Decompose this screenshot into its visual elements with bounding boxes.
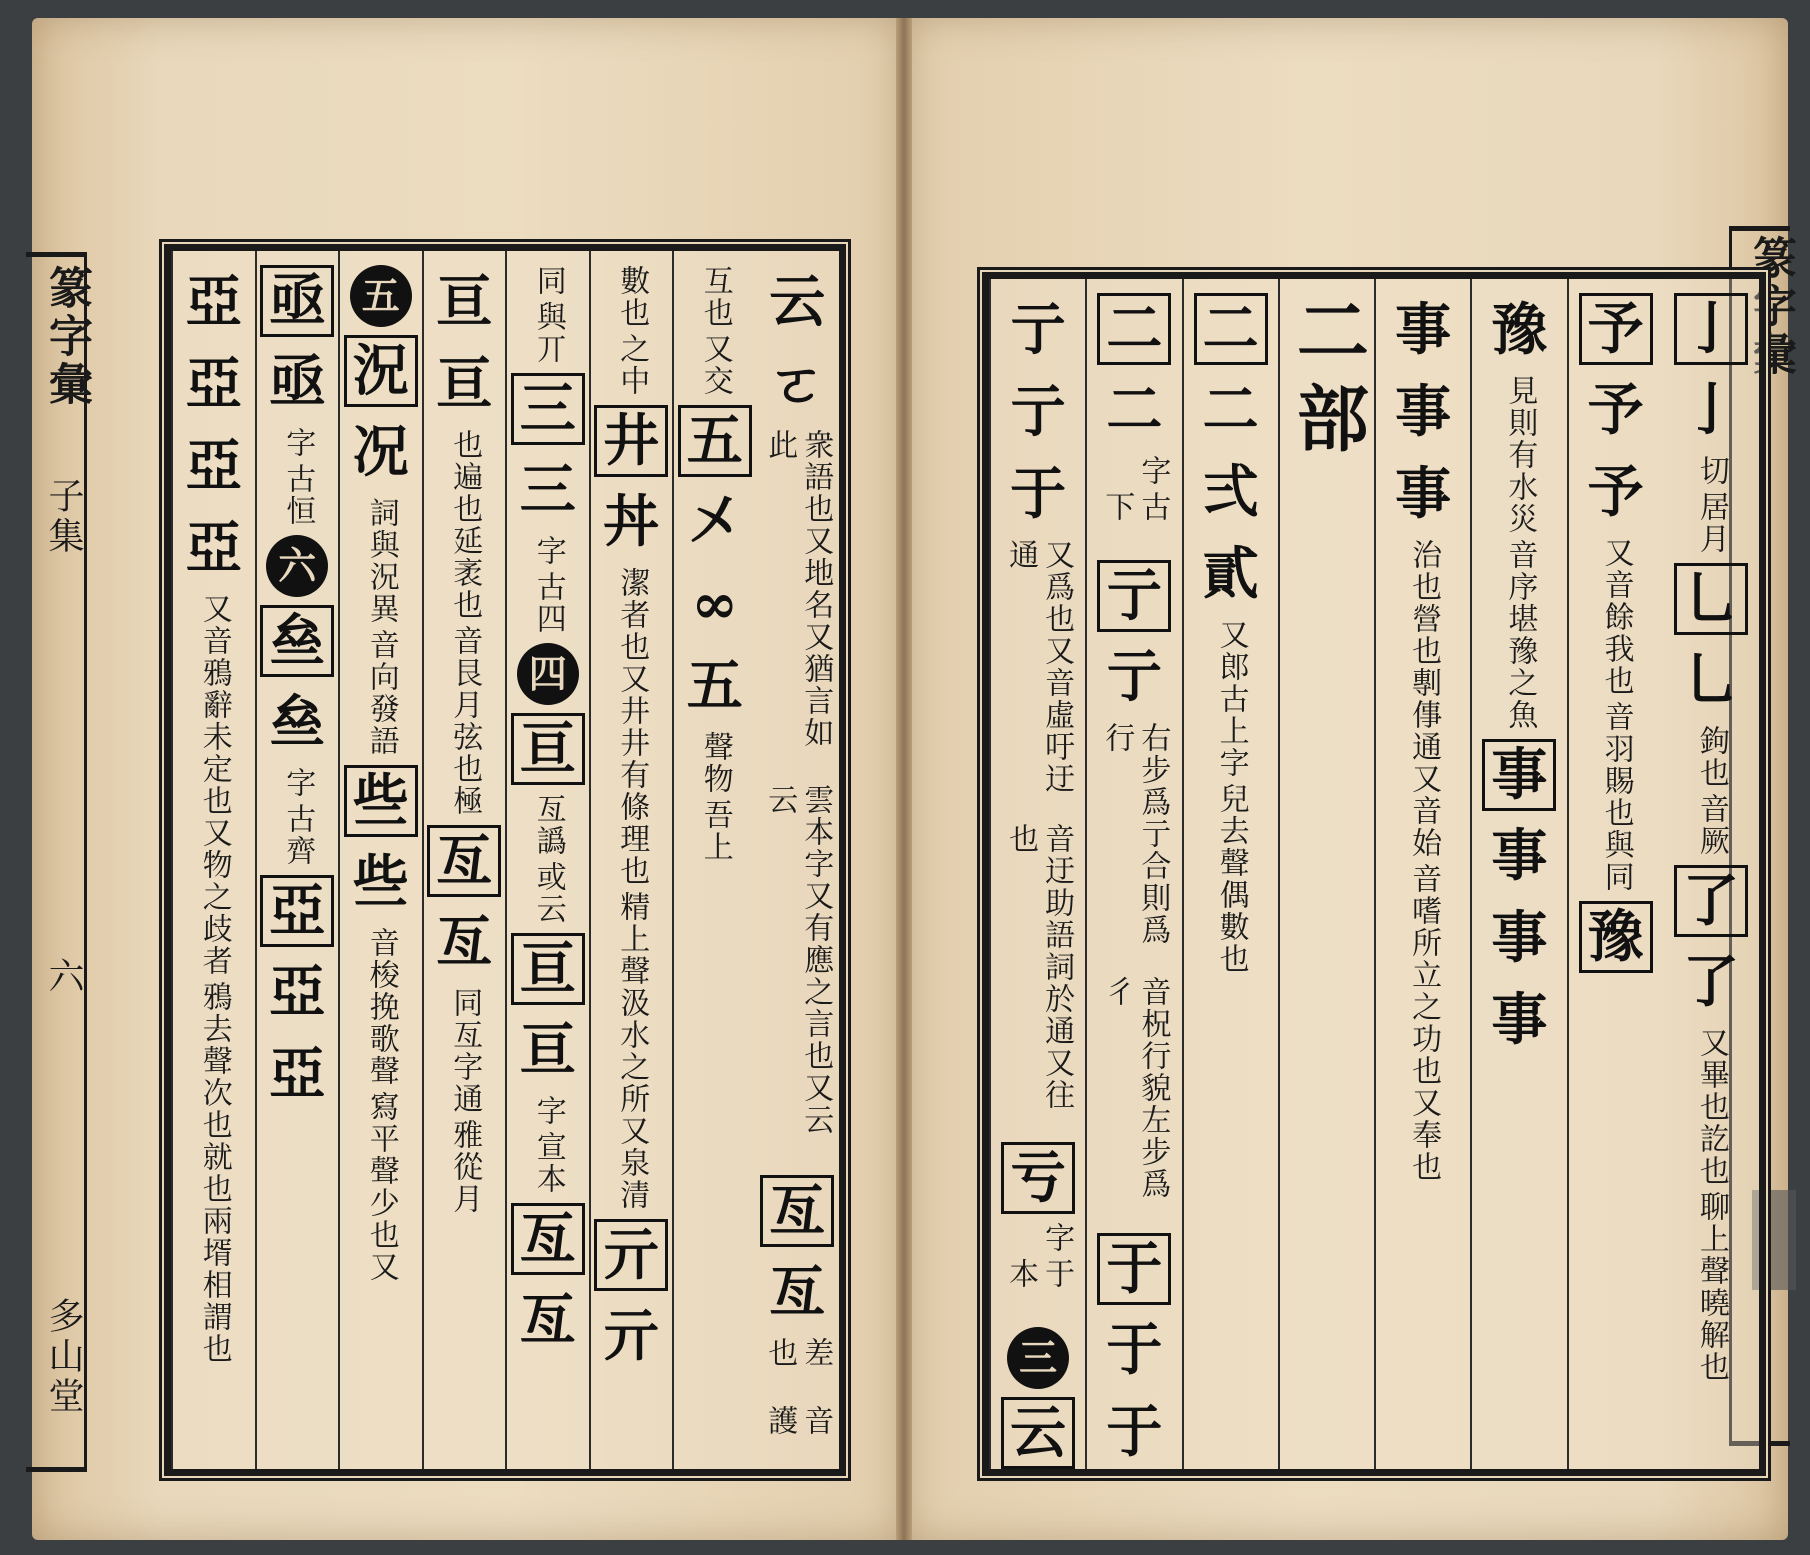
annotation: [363, 497, 399, 757]
seal-glyph: 乚: [1682, 647, 1739, 713]
annotation-line: 雲本字又有應之言也又云云: [762, 784, 834, 1137]
headword-glyph: 亘: [511, 933, 585, 1005]
annotation-line: 字: [1039, 1221, 1075, 1254]
headword-glyph: 豫: [1579, 901, 1653, 973]
section-heading: 二部: [1284, 293, 1370, 469]
annotation-line: 古四: [530, 571, 566, 635]
annotation-line: 精上聲汲水之所又泉清: [614, 891, 650, 1211]
annotation-line: 又音餘我也: [1598, 537, 1634, 697]
annotation-line: 雅從月: [447, 1119, 483, 1215]
seal-glyph: 亘: [519, 1017, 576, 1083]
seal-glyph: 于: [1010, 461, 1067, 527]
text-column: [1567, 279, 1663, 1469]
annotation-line: 字: [280, 427, 316, 459]
publisher-name: 多山堂: [43, 1297, 84, 1417]
text-column: [989, 279, 1085, 1469]
annotation-line: 又爲也又音虛吁迂通: [1003, 539, 1075, 795]
annotation: [1002, 1222, 1074, 1319]
annotation-line: 鴉去聲次也就也兩壻相謂也: [196, 981, 232, 1365]
text-column: [1085, 279, 1181, 1469]
seal-glyph: 豫: [1491, 297, 1548, 363]
annotation: [446, 987, 482, 1215]
seal-glyph: 亍: [1010, 379, 1067, 445]
headword-glyph: 井: [594, 405, 668, 477]
annotation-line: 切: [1693, 455, 1729, 487]
headword-glyph: 云: [1001, 1397, 1075, 1469]
annotation-line: 音艮月弦也極: [447, 625, 483, 817]
seal-glyph: 弍: [1202, 459, 1259, 525]
book-gutter: [896, 18, 912, 1540]
annotation-line: 同亙字通: [447, 987, 483, 1115]
annotation: [1098, 455, 1170, 552]
annotation: [530, 535, 566, 635]
headword-glyph: 于: [1097, 1233, 1171, 1305]
annotation: [530, 793, 566, 925]
annotation-line: 亙譌: [530, 793, 566, 857]
headword-glyph: 亞: [260, 875, 334, 947]
seal-glyph: 亘: [436, 269, 493, 335]
annotation-line: 音嗜所立之功也又奉也: [1406, 863, 1442, 1183]
annotation-line: 字: [530, 1095, 566, 1127]
annotation: [196, 593, 232, 1365]
seal-glyph: 三: [519, 457, 576, 523]
folio-number: 六: [43, 957, 84, 997]
annotation-line: 音柷行貌左步爲彳: [1099, 975, 1171, 1200]
headword-glyph: 三: [511, 373, 585, 445]
annotation-line: 又音鴉辭未定也又物之歧者: [196, 593, 232, 977]
seal-glyph: 㐅: [686, 489, 743, 555]
annotation: [613, 567, 649, 1211]
annotation-line: 右步爲亍合則爲行: [1099, 722, 1171, 947]
annotation-line: 音序堪豫之魚: [1502, 539, 1538, 731]
annotation-line: 鉤也: [1693, 725, 1729, 789]
seal-glyph: 云: [769, 269, 826, 335]
annotation-line: 互也: [697, 265, 733, 329]
left-text-frame: [164, 244, 846, 1476]
annotation-line: 又畢也訖也: [1693, 1027, 1729, 1187]
seal-glyph: 亙: [519, 1287, 576, 1353]
stroke-count-marker: 四: [517, 643, 579, 705]
seal-glyph: ㄛ: [769, 351, 826, 417]
seal-glyph: 亅: [1682, 377, 1739, 443]
headword-glyph: 二: [1194, 293, 1268, 365]
annotation-line: 音羽賜也與同: [1598, 701, 1634, 893]
annotation-line: 音梭挽歌聲: [363, 927, 399, 1087]
annotation-line: 古恒: [280, 463, 316, 527]
headword-glyph: 亙: [760, 1175, 834, 1247]
headword-glyph: 五: [678, 405, 752, 477]
seal-glyph: ∞: [691, 571, 739, 637]
annotation-line: 音厥: [1693, 793, 1729, 857]
annotation-line: 聊上聲曉解也: [1693, 1191, 1729, 1383]
seal-glyph: 事: [1395, 461, 1452, 527]
headword-glyph: 亟: [260, 265, 334, 337]
text-column: [338, 251, 422, 1469]
right-book-title: 篆字彙: [1745, 235, 1796, 379]
headword-glyph: 亙: [511, 1203, 585, 1275]
seal-glyph: 亓: [603, 1303, 660, 1369]
seal-glyph: 五: [686, 653, 743, 719]
annotation-line: 數也: [614, 265, 650, 329]
annotation-line: 字: [280, 767, 316, 799]
seal-glyph: 二: [1106, 377, 1163, 443]
seal-glyph: 亝: [269, 689, 326, 755]
right-columns: [989, 279, 1759, 1469]
seal-glyph: 事: [1395, 379, 1452, 445]
annotation-line: 居月: [1693, 491, 1729, 555]
seal-glyph: 予: [1587, 377, 1644, 443]
text-column: [1278, 279, 1374, 1469]
text-column: [171, 251, 255, 1469]
annotation: [1693, 725, 1729, 857]
annotation-line: 見則有水災: [1502, 375, 1538, 535]
annotation-line: 衆語也又地名又猶言如此: [762, 429, 834, 749]
annotation: [1693, 1027, 1729, 1383]
seal-glyph: 况: [352, 419, 409, 485]
text-column: [422, 251, 506, 1469]
annotation: [761, 1337, 833, 1469]
annotation-line: 又郎古上字: [1213, 619, 1249, 779]
headword-glyph: 亅: [1674, 293, 1748, 365]
seal-glyph: 事: [1395, 297, 1452, 363]
seal-glyph: 亘: [436, 351, 493, 417]
annotation-line: 詞與況異: [363, 497, 399, 625]
seal-glyph: 事: [1491, 905, 1548, 971]
seal-glyph: 亙: [769, 1259, 826, 1326]
text-column: [1374, 279, 1470, 1469]
text-column: [1663, 279, 1759, 1469]
seal-glyph: 事: [1491, 987, 1548, 1053]
headword-glyph: 予: [1579, 293, 1653, 365]
annotation-line: 差也: [762, 1337, 834, 1370]
stroke-count-marker: 五: [350, 265, 412, 327]
annotation: [530, 1095, 566, 1195]
annotation-line: 同: [530, 265, 566, 297]
seal-glyph: 亞: [185, 515, 242, 581]
annotation: [1693, 455, 1729, 555]
annotation-line: 又交: [697, 333, 733, 397]
annotation-line: 古齊: [280, 803, 316, 867]
text-column: [1182, 279, 1278, 1469]
text-column: [756, 251, 840, 1469]
headword-glyph: 了: [1674, 865, 1748, 937]
text-column: [255, 251, 339, 1469]
seal-glyph: 些: [352, 849, 409, 915]
annotation: [761, 429, 833, 1167]
stroke-count-marker: 三: [1007, 1327, 1069, 1389]
seal-glyph: 貳: [1202, 541, 1259, 607]
seal-glyph: 亞: [269, 959, 326, 1025]
seal-glyph: 亍: [1010, 297, 1067, 363]
annotation-line: 與丌: [530, 301, 566, 365]
seal-glyph: 事: [1491, 823, 1548, 889]
annotation: [1213, 619, 1249, 975]
left-book-title: 篆字彙: [41, 265, 92, 409]
annotation-line: 潔者也又井井有條理也: [614, 567, 650, 887]
annotation-line: 音向發語: [363, 629, 399, 757]
annotation-line: 兒去聲偶數也: [1213, 783, 1249, 975]
annotation: [1598, 537, 1634, 893]
left-margin-column: [26, 252, 92, 1472]
annotation-line: 字: [1135, 455, 1171, 487]
seal-glyph: 于: [1106, 1317, 1163, 1383]
annotation: [446, 429, 482, 817]
seal-glyph: 亞: [269, 1041, 326, 1107]
headword-glyph: 乚: [1674, 563, 1748, 635]
annotation: [697, 265, 733, 397]
annotation-line: 聲物: [697, 731, 733, 795]
annotation: [613, 265, 649, 397]
text-column: [672, 251, 756, 1469]
headword-glyph: 亙: [427, 825, 501, 897]
annotation: [1405, 539, 1441, 1183]
annotation: [530, 265, 566, 365]
annotation-line: 字: [530, 535, 566, 567]
headword-glyph: 事: [1482, 739, 1556, 811]
headword-glyph: 況: [344, 335, 418, 407]
annotation-line: 之中: [614, 333, 650, 397]
seal-glyph: 予: [1587, 459, 1644, 525]
annotation-line: 音迂助語詞於通又往也: [1003, 822, 1075, 1111]
seal-glyph: 亞: [185, 433, 242, 499]
seal-glyph: 亙: [436, 909, 493, 975]
text-column: [1470, 279, 1566, 1469]
seal-glyph: 丼: [603, 489, 660, 555]
annotation-line: 或云: [530, 861, 566, 925]
headword-glyph: 二: [1097, 293, 1171, 365]
left-columns: [171, 251, 839, 1469]
seal-glyph: 于: [1106, 1399, 1163, 1465]
annotation-line: 也遍也延袤也: [447, 429, 483, 621]
annotation-line: 于本: [1003, 1257, 1075, 1290]
seal-glyph: 亞: [185, 269, 242, 335]
annotation: [279, 767, 315, 867]
annotation-line: 寫平聲少也又: [363, 1091, 399, 1283]
annotation: [697, 731, 733, 863]
headword-glyph: 亍: [1097, 560, 1171, 632]
seal-glyph: 了: [1682, 949, 1739, 1015]
headword-glyph: 亓: [594, 1219, 668, 1291]
annotation: [363, 927, 399, 1283]
annotation-line: 宣本: [530, 1131, 566, 1195]
text-column: [505, 251, 589, 1469]
annotation: [1098, 722, 1170, 1225]
text-column: [589, 251, 673, 1469]
seal-glyph: 亞: [185, 351, 242, 417]
annotation: [1002, 539, 1074, 1134]
volume-label: 子集: [43, 477, 84, 557]
annotation-line: 治也營也剸倳通又音始: [1406, 539, 1442, 859]
seal-glyph: 二: [1202, 377, 1259, 443]
annotation-line: 古下: [1099, 491, 1171, 523]
right-text-frame: [982, 272, 1766, 1476]
annotation-line: 音護: [762, 1405, 834, 1438]
annotation-line: 吾上: [697, 799, 733, 863]
headword-glyph: 些: [344, 765, 418, 837]
seal-glyph: 亟: [269, 349, 326, 415]
annotation: [279, 427, 315, 527]
headword-glyph: 亏: [1001, 1142, 1075, 1214]
seal-glyph: 亍: [1106, 644, 1163, 711]
headword-glyph: 亝: [260, 605, 334, 677]
annotation: [1501, 375, 1537, 731]
headword-glyph: 亘: [511, 713, 585, 785]
stroke-count-marker: 六: [266, 535, 328, 597]
